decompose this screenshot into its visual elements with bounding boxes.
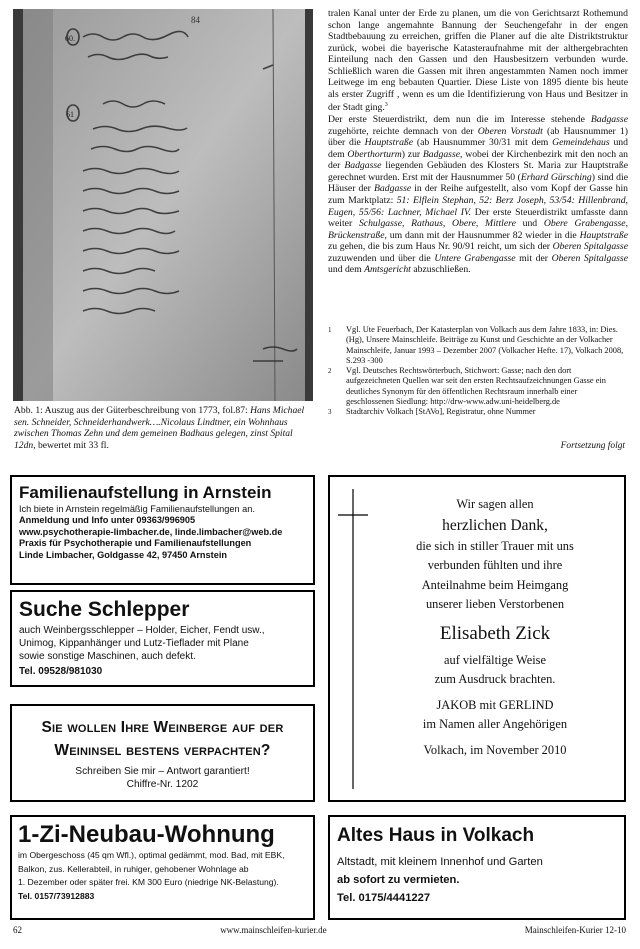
ledger-photo xyxy=(13,9,313,401)
article-text-run: und dem xyxy=(328,137,628,160)
ad-phone: Tel. 09528/981030 xyxy=(19,666,103,677)
dank-heading: herzlichen Dank, xyxy=(442,516,548,534)
ad-title: 1-Zi-Neubau-Wohnung xyxy=(18,821,275,848)
footnote-text: Vgl. Ute Feuerbach, Der Katasterplan von Volkach aus dem Jahre 1833, in: Dies. (Hg), Unsere Mainschleife. Beiträge zu Kunst und Geschichte an der Volkacher Mainschleife, Januar 1993 – Dezember 2007 (Volkacher Hefte. 17), Volkach 2008, S.293 -300 xyxy=(346,325,624,365)
article-italic-run: Badgasse xyxy=(422,148,461,160)
article-text-run: Der erste Steuerdistrikt, dem nun die im Interesse stehende xyxy=(328,114,591,126)
ad-familienaufstellung xyxy=(10,475,315,585)
dank-place-date: Volkach, im November 2010 xyxy=(423,742,567,757)
dank-line: Anteilnahme beim Heimgang xyxy=(421,577,569,592)
ad-wohnung xyxy=(10,815,315,920)
article-text-run: zuzuwenden und über die xyxy=(328,252,435,264)
article-text-run: , wobei der Kirchenbezirk mit den noch an der xyxy=(328,148,628,172)
article-italic-run: Schulgasse, Rathaus, Obere, Mittlere xyxy=(358,218,516,230)
cross-icon xyxy=(338,489,368,789)
article-italic-run: Oberen Spitalgasse xyxy=(551,252,628,264)
article-italic-run: Oberen Vorstadt xyxy=(477,125,543,137)
article-paragraph-1-text: tralen Kanal unter der Erde zu planen, um die von Gerichtsarzt Rothemund schon lange angemahnte Bannung der Seuchengefahr in der engen Stadtbebauung zu erreichen, griffen die Planer auf die alte Distriktstruktur zurück, wobei die bayerische Katasteraufnahme mit der althergebrachten Einteilung nach den Gassen und den Hausbesitzern verbunden wurde. Schließlich waren die Gassen mit ihren angestammten Namen noch immer Leitwege im eng bebauten Quartier. Diese Liste von 1895 diente bis heute als erster Zugriff , wenn es um die Identifizierung von Haus und Besitzer in der Stadt ging. xyxy=(328,8,628,114)
deceased-name: Elisabeth Zick xyxy=(439,622,551,644)
footnote xyxy=(328,366,626,407)
footnotes xyxy=(328,325,626,418)
article-text-run: ) zur xyxy=(401,148,423,160)
caption-suffix: , bewertet mit 33 fl. xyxy=(33,439,109,451)
article-italic-run: Badgasse xyxy=(374,183,412,195)
article-italic-run: Badgasse xyxy=(344,160,382,172)
handwritten-mark: 60. xyxy=(65,34,75,43)
article-italic-run: Gemeindehaus xyxy=(552,137,610,149)
ad-headline: Sie wollen Ihre Weinberge auf der xyxy=(41,719,284,736)
dank-signature: JAKOB mit GERLIND xyxy=(436,697,554,712)
footnote-text: Stadtarchiv Volkach [StAVo], Registratur, ohne Nummer xyxy=(346,407,536,417)
article-italic-run: Hauptstraße xyxy=(579,229,628,241)
article-text-run: Der erste Steuerdistrikt umfasste dann weiter xyxy=(328,206,628,230)
ad-headline: Weininsel bestens verpachten? xyxy=(54,742,271,759)
article-italic-run: 51: Elflein Stephan, 52: Berz Joseph, 53/54: Hillenbrand, Eugen, 55/56: Lachner, Michael IV. xyxy=(328,194,628,218)
ad-line: Schreiben Sie mir – Antwort garantiert! xyxy=(75,766,250,777)
article-text xyxy=(328,8,628,276)
ad-line: Anmeldung und Info unter 09363/996905 xyxy=(19,515,196,526)
dank-line: auf vielfältige Weise xyxy=(444,652,546,667)
ad-phone: Tel. 0157/73912883 xyxy=(18,890,95,901)
article-italic-run: Oberthorturm xyxy=(347,148,402,160)
article-paragraph-1 xyxy=(328,8,628,114)
ad-line: 1. Dezember oder später frei. KM 300 Euro (niedrige NK-Belastung). xyxy=(18,877,279,887)
article-text-run: (ab Hausnummer 1) über die xyxy=(328,125,628,149)
footnote-ref: 3 xyxy=(384,102,388,109)
article-italic-run: Badgasse xyxy=(590,114,628,126)
page-number: 62 xyxy=(13,925,22,935)
ledger-photo-image xyxy=(13,9,313,401)
ad-line: Altstadt, mit kleinem Innenhof und Garten xyxy=(337,856,543,868)
ad-line: sowie sonstige Maschinen, auch defekt. xyxy=(19,651,196,662)
ad-line: Ich biete in Arnstein regelmäßig Familienaufstellungen an. xyxy=(19,504,255,514)
ad-title: Altes Haus in Volkach xyxy=(337,825,535,846)
dank-line: unserer lieben Verstorbenen xyxy=(425,597,565,611)
footnote-number: 3 xyxy=(328,408,332,417)
footer-url: www.mainschleifen-kurier.de xyxy=(220,925,327,935)
dank-line: im Namen aller Angehörigen xyxy=(422,717,568,731)
ad-line: Unimog, Kippanhänger und Lutz-Tieflader mit Plane xyxy=(19,638,249,649)
handwritten-mark: 84 xyxy=(191,15,200,25)
caption-prefix: Abb. 1: Auszug aus der Güterbeschreibung von 1773, fol.87: xyxy=(14,405,251,416)
dank-line: verbunden fühlten und ihre xyxy=(427,558,563,572)
article-italic-run: Untere Grabengasse xyxy=(434,252,516,264)
article-text-run: (ab Hausnummer 30/31 mit dem xyxy=(413,137,553,149)
footnote xyxy=(328,407,626,417)
ad-title: Familienaufstellung in Arnstein xyxy=(19,483,272,502)
ad-line: www.psychotherapie-limbacher.de, linde.limbacher@web.de xyxy=(19,526,283,537)
caption-italic: Hans Michael sen. Schneider, Schneiderhandwerk….Nicolaus Lindtner, ein Wohnhaus zwischen Thomas Zehn und dem gemeinen Badhaus gelegen, zinst Spital 12dn xyxy=(14,405,305,451)
article-paragraph-2 xyxy=(328,114,628,276)
article-italic-run: Amtsgericht xyxy=(364,264,411,276)
handwritten-mark: 61 xyxy=(66,110,74,119)
footnote-number: 1 xyxy=(328,326,332,334)
article-italic-run: Oberen Spitalgasse xyxy=(552,241,628,253)
ad-danksagung xyxy=(328,475,626,802)
ad-title: Suche Schlepper xyxy=(19,598,190,621)
ad-line: ab sofort zu vermieten. xyxy=(337,874,460,886)
footnote xyxy=(328,325,626,366)
footnote-number: 2 xyxy=(328,367,332,376)
article-italic-run: Erhard Gürsching xyxy=(520,171,592,183)
ad-line: auch Weinbergsschlepper – Holder, Eicher, Fendt usw., xyxy=(19,625,265,636)
article-text-run: zu gehen, die bis zum Haus Nr. 90/91 reicht, um sich der xyxy=(328,241,553,253)
article-text-run: mit der xyxy=(515,252,552,264)
article-italic-run: Obere Grabengasse, Brückenstraße xyxy=(328,218,628,241)
article-text-run: in der Reihe aufgestellt, also vom Kopf der Gasse hin zum Marktplatz: xyxy=(328,183,628,206)
ad-weinberge xyxy=(10,704,315,802)
article-text-run: , um dann mit der Hausnummer 82 wieder in die xyxy=(384,229,580,241)
photo-caption xyxy=(14,405,314,451)
ad-phone: Tel. 0175/4441227 xyxy=(337,892,431,904)
article-text-run: zugehörte, reichte demnach von der xyxy=(328,125,478,137)
article-italic-run: Hauptstraße xyxy=(364,137,414,149)
dank-line: Wir sagen allen xyxy=(456,497,534,511)
dank-line: zum Ausdruck brachten. xyxy=(434,672,556,686)
footer-issue: Mainschleifen-Kurier 12-10 xyxy=(524,925,626,935)
page-footer xyxy=(13,925,626,935)
ad-schlepper xyxy=(10,590,315,687)
ad-line: im Obergeschoss (45 qm Wfl.), optimal gedämmt, mod. Bad, mit EBK, xyxy=(18,850,285,860)
article-text-run: liegenden Gebäuden des Klosters St. Maria zur Hauptstraße gerechnet wurden. Erst mit der Hausnummer 50 ( xyxy=(328,160,629,183)
ad-line: Linde Limbacher, Goldgasse 42, 97450 Arnstein xyxy=(19,549,227,560)
continued-note: Fortsetzung folgt xyxy=(560,441,625,451)
dank-text xyxy=(370,495,620,760)
ad-altes-haus xyxy=(328,815,626,920)
ad-line: Praxis für Psychotherapie und Familienaufstellungen xyxy=(19,538,252,549)
article-text-run: ) sind die Häuser der xyxy=(328,171,629,195)
ad-line: Balkon, zus. Kellerabteil, in ruhiger, gehobener Wohnlage ab xyxy=(18,863,249,874)
footnote-text: Vgl. Deutsches Rechtswörterbuch, Stichwort: Gasse; nach den dort aufgezeichneten Quellen war seit den ersten Rechtsaufzeichnungen Gasse ein deutliches Synonym für den öffentlichen Rechtsraum innerhalb einer geschlossenen Siedlung: http://drw-www.adw.uni-heidelberg.de xyxy=(346,366,606,407)
ad-cipher: Chiffre-Nr. 1202 xyxy=(126,779,199,790)
article-text-run: und xyxy=(515,218,544,230)
article-text-run: und dem xyxy=(328,264,365,276)
article-text-run: abzuschließen. xyxy=(410,264,471,276)
dank-line: die sich in stiller Trauer mit uns xyxy=(416,538,574,553)
